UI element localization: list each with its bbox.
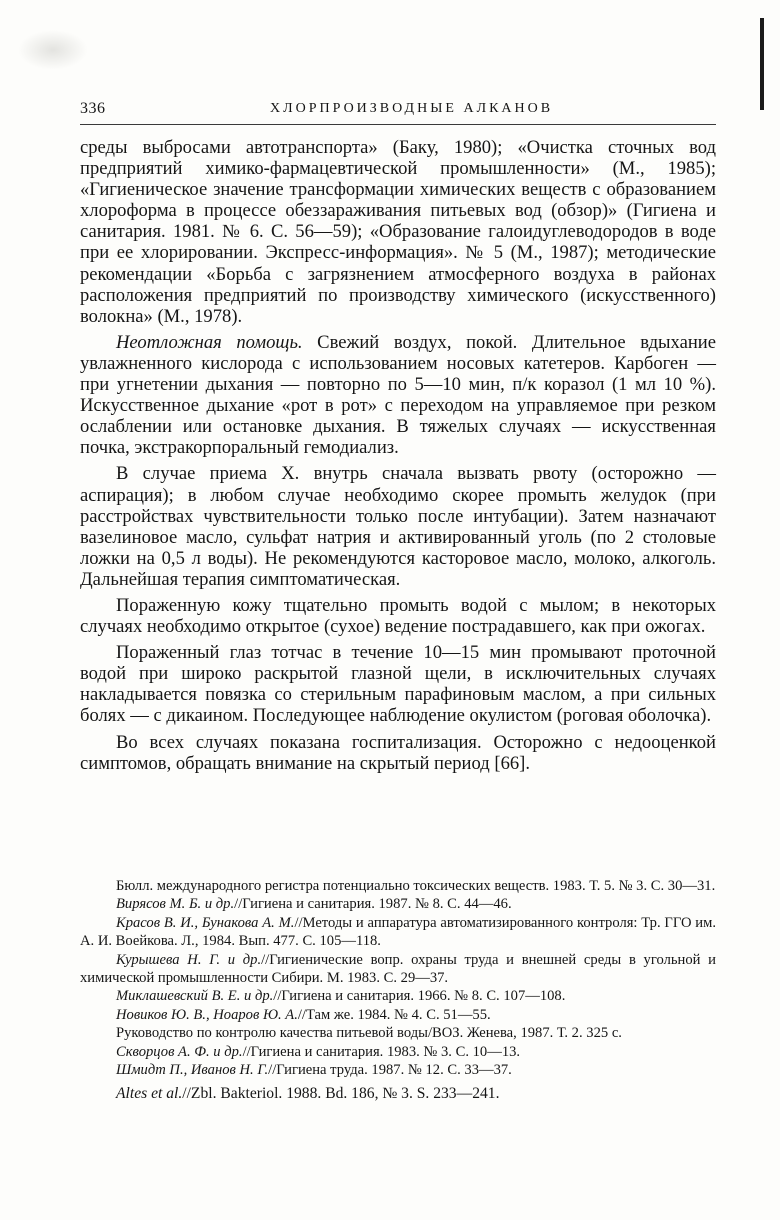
references-list <box>80 877 716 1104</box>
paragraph-emergency-aid <box>80 332 716 459</box>
scan-smudge <box>18 30 88 70</box>
paragraph-ingestion: В случае приема Х. внутрь сначала вызвать рвоту (осторожно — аспирация); в любом случае необходимо скорее промыть желудок (при расстройствах чувствительности только после интубации). Затем назначают вазелиновое масло, сульфат натрия и активированный уголь (по 2 столовые ложки на 0,5 л воды). Не рекомендуются касторовое масло, молоко, алкоголь. Дальнейшая терапия симптоматическая. <box>80 463 716 590</box>
reference-item: Новиков Ю. В., Ноаров Ю. А.//Там же. 1984. № 4. С. 51—55. <box>116 1006 491 1023</box>
reference-item: Скворцов А. Ф. и др.//Гигиена и санитария. 1983. № 3. С. 10—13. <box>116 1043 521 1060</box>
emergency-aid-text: Свежий воздух, покой. Длительное вдыхание увлажненного кислорода с использованием носовых катетеров. Карбоген — при угнетении дыхания — повторно по 5—10 мин, п/к коразол (1 мл 10 %). Искусственное дыхание «рот в рот» с переходом на управляемое при резком ослаблении или остановке дыхания. В тяжелых случаях — искусственная почка, экстракорпоральный гемодиализ. <box>80 331 716 459</box>
main-text <box>80 137 716 774</box>
reference-item: Курышева Н. Г. и др.//Гигиенические вопр. охраны труда и внешней среды в угольной и химической промышленности Сибири. М. 1983. С. 29—37. <box>80 951 716 987</box>
reference-item: Бюлл. международного регистра потенциально токсических веществ. 1983. Т. 5. № 3. С. 30—31. <box>116 878 716 894</box>
reference-item: Красов В. И., Бунакова А. М.//Методы и аппаратура автоматизированного контроля: Тр. ГГО им. А. И. Воейкова. Л., 1984. Вып. 477. С. 105—118. <box>80 914 716 950</box>
page-header <box>80 96 716 120</box>
paragraph-eye: Пораженный глаз тотчас в течение 10—15 мин промывают проточной водой при широко раскрытой глазной щели, в исключительных случаях накладывается повязка со стерильным парафиновым маслом, а при сильных болях — с дикаином. Последующее наблюдение окулистом (роговая оболочка). <box>80 642 716 727</box>
paragraph-sources: среды выбросами автотранспорта» (Баку, 1980); «Очистка сточных вод предприятий химико-фармацевтической промышленности» (М., 1985); «Гигиеническое значение трансформации химических веществ с образованием хлороформа в процессе обеззараживания питьевых вод (обзор)» (Гигиена и санитария. 1981. № 6. С. 56—59); «Образование галоидуглеводородов в воде при ее хлорировании. Экспресс-информация». № 5 (М., 1987); методические рекомендации «Борьба с загрязнением атмосферного воздуха в районах расположения предприятий по производству химического (искусственного) волокна» (М., 1978). <box>80 137 716 327</box>
running-title: ХЛОРПРОИЗВОДНЫЕ АЛКАНОВ <box>270 101 554 116</box>
reference-item: Миклашевский В. Е. и др.//Гигиена и санитария. 1966. № 8. С. 107—108. <box>116 988 566 1005</box>
header-rule <box>80 124 716 125</box>
emergency-aid-label: Неотложная помощь. <box>116 331 303 353</box>
reference-item: Вирясов М. Б. и др.//Гигиена и санитария. 1987. № 8. С. 44—46. <box>116 896 512 913</box>
reference-item: Шмидт П., Иванов Н. Г.//Гигиена труда. 1987. № 12. С. 33—37. <box>116 1062 512 1079</box>
paragraph-hospitalization: Во всех случаях показана госпитализация. Осторожно с недооценкой симптомов, обращать внимание на скрытый период [66]. <box>80 731 716 774</box>
reference-item: Altes et al.//Zbl. Bakteriol. 1988. Bd. 186, № 3. S. 233—241. <box>116 1085 500 1103</box>
scan-edge-mark <box>760 18 764 110</box>
reference-item: Руководство по контролю качества питьевой воды/ВОЗ. Женева, 1987. Т. 2. 325 с. <box>116 1025 622 1042</box>
page-number: 336 <box>80 100 106 117</box>
paragraph-skin: Пораженную кожу тщательно промыть водой с мылом; в некоторых случаях необходимо открытое (сухое) ведение пострадавшего, как при ожогах. <box>80 594 716 638</box>
